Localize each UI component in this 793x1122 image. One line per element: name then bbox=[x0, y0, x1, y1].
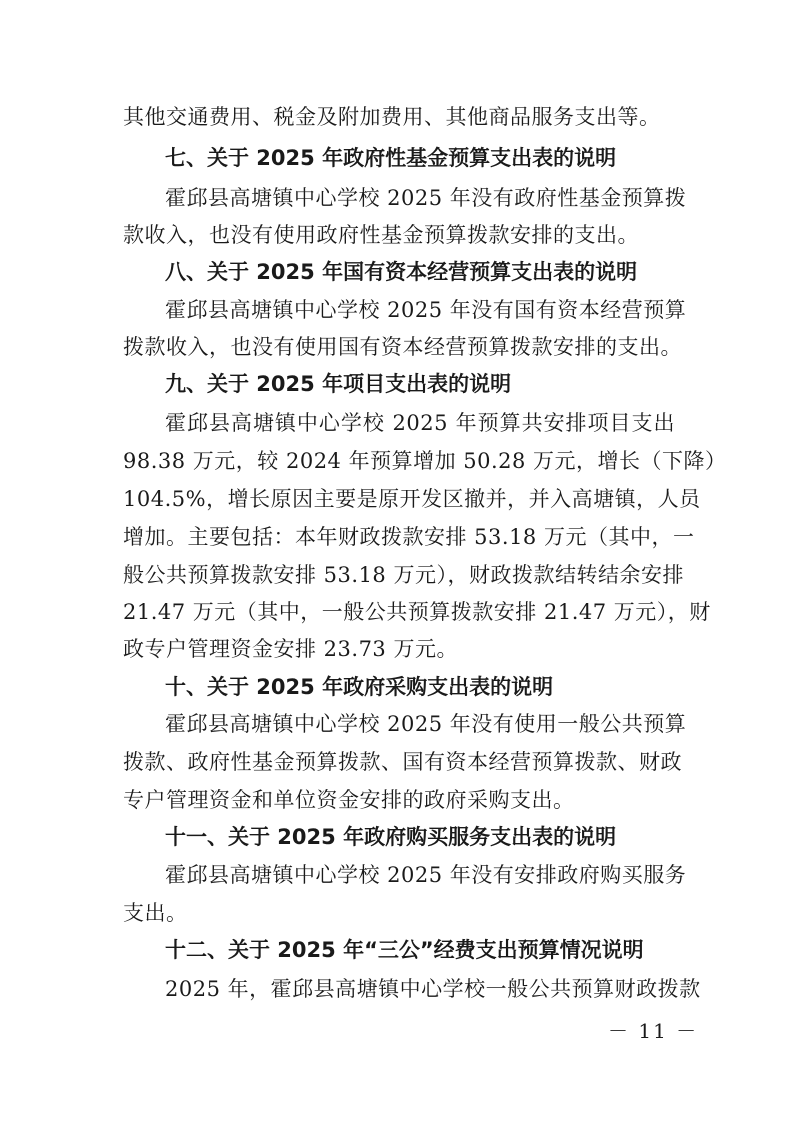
section-heading-9: 九、关于 2025 年项目支出表的说明 bbox=[165, 372, 512, 396]
paragraph-line: 104.5%，增长原因主要是原开发区撤并，并入高塘镇，人员 bbox=[123, 487, 701, 511]
paragraph-line: 拨款、政府性基金预算拨款、国有资本经营预算拨款、财政 bbox=[123, 750, 682, 774]
paragraph-line: 其他交通费用、税金及附加费用、其他商品服务支出等。 bbox=[123, 105, 661, 129]
paragraph-line: 支出。 bbox=[123, 901, 188, 925]
paragraph-line: 款收入，也没有使用政府性基金预算拨款安排的支出。 bbox=[123, 223, 639, 247]
paragraph-line: 2025 年，霍邱县高塘镇中心学校一般公共预算财政拨款 bbox=[165, 977, 701, 1001]
section-heading-7: 七、关于 2025 年政府性基金预算支出表的说明 bbox=[165, 146, 617, 170]
page-number: － 11 － bbox=[608, 1019, 699, 1043]
section-heading-11: 十一、关于 2025 年政府购买服务支出表的说明 bbox=[165, 825, 617, 849]
paragraph-line: 98.38 万元，较 2024 年预算增加 50.28 万元，增长（下降） bbox=[123, 449, 727, 473]
paragraph-line: 专户管理资金和单位资金安排的政府采购支出。 bbox=[123, 788, 575, 812]
paragraph-line: 增加。主要包括：本年财政拨款安排 53.18 万元（其中，一 bbox=[123, 525, 695, 549]
paragraph-line: 21.47 万元（其中，一般公共预算拨款安排 21.47 万元），财 bbox=[123, 600, 711, 624]
paragraph-line: 霍邱县高塘镇中心学校 2025 年没有政府性基金预算拨 bbox=[165, 186, 687, 210]
paragraph-line: 霍邱县高塘镇中心学校 2025 年没有国有资本经营预算 bbox=[165, 298, 687, 322]
section-heading-8: 八、关于 2025 年国有资本经营预算支出表的说明 bbox=[165, 260, 638, 284]
paragraph-line: 政专户管理资金安排 23.73 万元。 bbox=[123, 637, 458, 661]
paragraph-line: 般公共预算拨款安排 53.18 万元），财政拨款结转结余安排 bbox=[123, 563, 684, 587]
section-heading-12: 十二、关于 2025 年“三公”经费支出预算情况说明 bbox=[165, 938, 644, 962]
paragraph-line: 霍邱县高塘镇中心学校 2025 年没有使用一般公共预算 bbox=[165, 712, 687, 736]
paragraph-line: 霍邱县高塘镇中心学校 2025 年预算共安排项目支出 bbox=[165, 411, 675, 435]
paragraph-line: 霍邱县高塘镇中心学校 2025 年没有安排政府购买服务 bbox=[165, 863, 687, 887]
section-heading-10: 十、关于 2025 年政府采购支出表的说明 bbox=[165, 675, 554, 699]
paragraph-line: 拨款收入，也没有使用国有资本经营预算拨款安排的支出。 bbox=[123, 335, 682, 359]
